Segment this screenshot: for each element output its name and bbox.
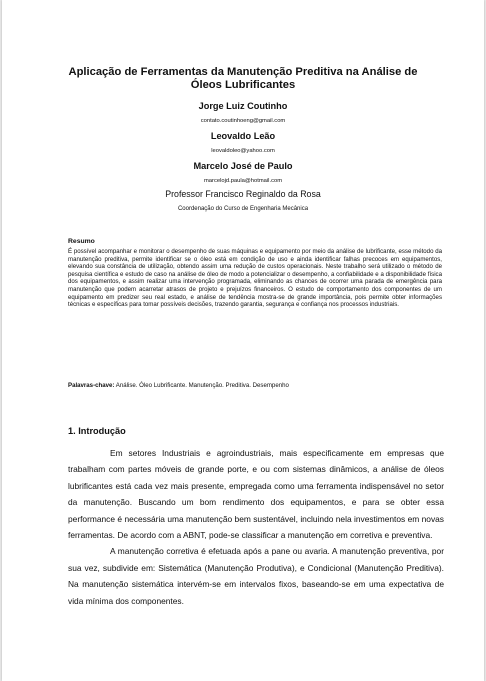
author-name-2: Leovaldo Leão — [210, 131, 276, 141]
abstract-heading: Resumo — [68, 238, 95, 245]
author-name-1: Jorge Luiz Coutinho — [198, 101, 288, 111]
paragraph-2: A manutenção corretiva é efetuada após a pane ou avaria. A manutenção preventiva, por sua vez, subdivide em: Sistemática (Manutenção Produtiva), e Condicional (Manutenção Preditiva). Na manutenção sistemática intervém-se em intervalos fixos, baseando-se em uma expectativa de vida mínima dos componentes. — [68, 546, 444, 606]
keywords-line — [68, 382, 442, 389]
author-email-3: marcelojd.paula@hotmail.com — [203, 178, 283, 184]
keywords-label: Palavras-chave: — [68, 382, 115, 389]
author-email-1: contato.coutinhoeng@gmail.com — [200, 118, 286, 124]
section-heading-introducao: 1. Introdução — [68, 426, 126, 436]
keywords-text: Análise. Óleo Lubrificante. Manutenção. Preditiva. Desempenho — [115, 382, 289, 389]
professor-name: Professor Francisco Reginaldo da Rosa — [165, 189, 321, 199]
paragraph-1: Em setores Industriais e agroindustriais, mais especificamente em empresas que trabalham com partes móveis de grande porte, e ou com sistemas dinâmicos, a análise de óleos lubrificantes está cada vez mais presente, empregada como uma ferramenta indispensável no setor da manutenção. Buscando um bom rendimento dos equipamentos, e para se obter essa performance é necessária uma manutenção bem sustentável, incluindo nela investimentos em novas ferramentas. De acordo com a ABNT, pode-se classificar a manutenção em corretiva e preventiva. — [68, 448, 444, 541]
abstract-text: É possível acompanhar e monitorar o desempenho de suas máquinas e equipamento por meio da análise de lubrificante, esse método da manutenção preditiva, permite identificar se o óleo está em condição de uso e ainda identificar falhas precoces em equipamentos, elevando sua constância de utilização, obtendo assim uma redução de custos operacionais. Neste trabalho será utilizado o método de pesquisa científica e estudo de caso na análise de óleo de modo a potencializar o desempenho, a confiabilidade e a disponibilidade física dos equipamentos, e assim realizar uma intervenção programada, eliminando as chances de ocorrer uma parada de emergência para manutenção que podem acarretar atrasos de projeto e prejuízos financeiros. O estudo de comportamento dos componentes de um equipamento em predizer seu real estado, e análise de tendência mostra-se de grande importância, pois permite obter informações técnicas e específicas para tomar possíveis decisões, trazendo garantia, segurança e confiança nos processos industriais. — [68, 248, 442, 309]
paper-title: Aplicação de Ferramentas da Manutenção Preditiva na Análise de Óleos Lubrificantes — [68, 66, 418, 91]
author-name-3: Marcelo José de Paulo — [193, 161, 293, 171]
paper-page — [2, 0, 484, 681]
coordination-line: Coordenação do Curso de Engenharia Mecânica — [177, 206, 309, 212]
author-email-2: leovaldoleo@yahoo.com — [211, 148, 275, 154]
section-body — [68, 445, 444, 609]
